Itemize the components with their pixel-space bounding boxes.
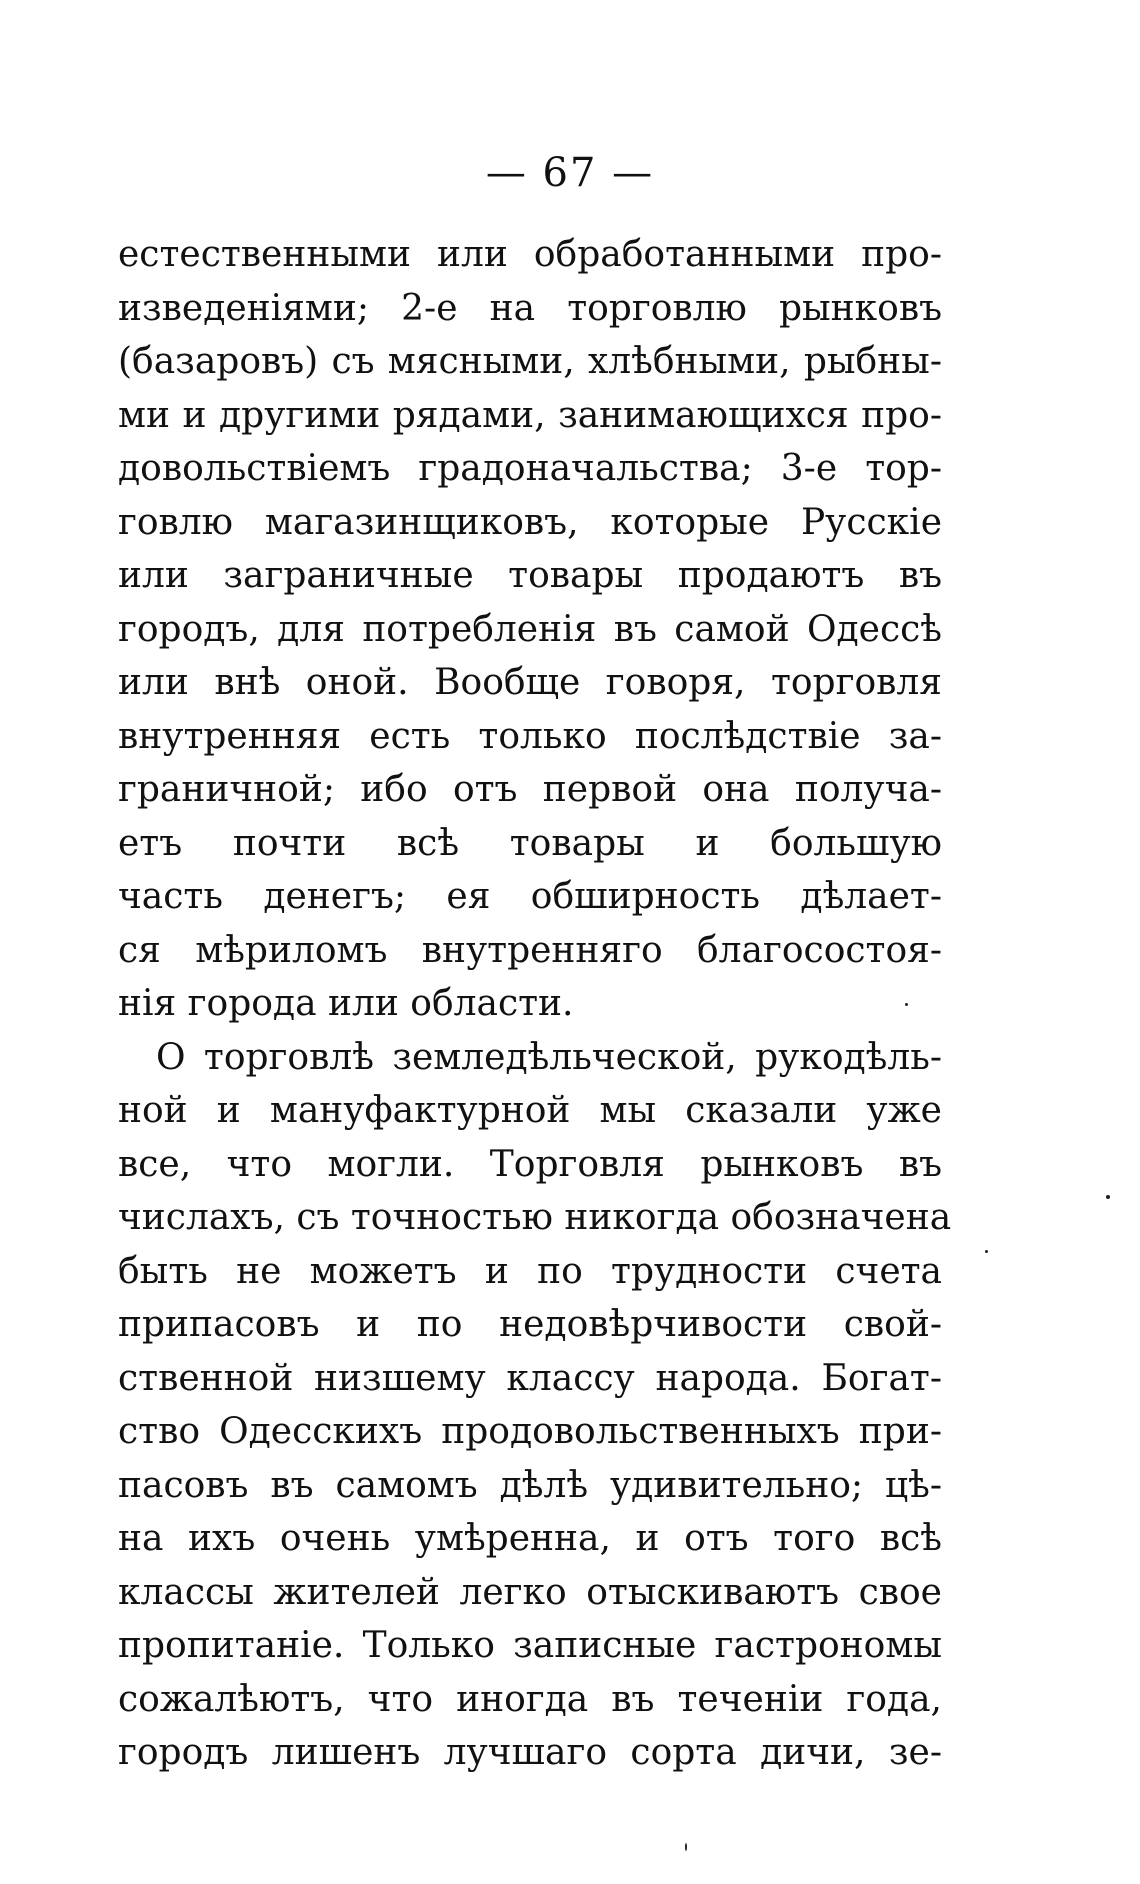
text-line: ми и другими рядами, занимающихся про- [118,394,942,436]
text-line: или заграничные товары продаютъ въ [118,555,942,596]
text-line: городъ, для потребленія въ самой Одессѣ [118,608,942,650]
text-line: естественными или обработанными про- [118,234,942,275]
scan-speck [985,1250,988,1253]
text-line: изведеніями; 2-е на торговлю рынковъ [118,287,942,329]
text-line: припасовъ и по недовѣрчивости свой- [118,1304,942,1345]
text-line: ство Одесскихъ продовольственныхъ при- [118,1411,942,1452]
text-line: ственной низшему классу народа. Богат- [118,1357,942,1399]
text-line: внутренняя есть только послѣдствіе за- [118,715,942,757]
text-line: классы жителей легко отыскиваютъ свое [118,1571,942,1613]
text-line: быть не можетъ и по трудности счета [118,1250,942,1292]
scan-speck [1106,1195,1110,1199]
text-line: часть денегъ; ея обширность дѣлает- [118,876,942,917]
scan-speck [905,1003,908,1006]
text-line: числахъ, съ точностью никогда обозначена [118,1197,952,1238]
text-line: или внѣ оной. Вообще говоря, торговля [118,662,942,703]
text-line: на ихъ очень умѣренна, и отъ того всѣ [118,1518,942,1559]
text-line: все, что могли. Торговля рынковъ въ [118,1143,942,1185]
text-line: граничной; ибо отъ первой она получа- [118,769,942,810]
text-line: пасовъ въ самомъ дѣлѣ удивительно; цѣ- [118,1464,942,1506]
text-line: сожалѣютъ, что иногда въ теченіи года, [118,1678,942,1720]
text-line: довольствіемъ градоначальства; 3-е тор- [118,448,942,489]
text-line: говлю магазинщиковъ, которые Русскіе [118,501,942,543]
page-number: — 67 — [485,150,655,196]
text-line: ной и мануфактурной мы сказали уже [118,1090,942,1131]
paragraph-end-line: нія города или области. [118,983,574,1024]
scan-speck [685,1843,687,1851]
text-line: (базаровъ) съ мясными, хлѣбными, рыбны- [118,341,942,382]
text-line: ся мѣриломъ внутренняго благосостоя- [118,929,942,971]
paragraph-start-line: О торговлѣ земледѣльческой, рукодѣль- [156,1036,942,1078]
text-line: городъ лишенъ лучшаго сорта дичи, зе- [118,1732,942,1773]
text-line: етъ почти всѣ товары и большую [118,822,942,864]
text-line: пропитаніе. Только записные гастрономы [118,1625,942,1666]
body-text [118,228,952,1780]
